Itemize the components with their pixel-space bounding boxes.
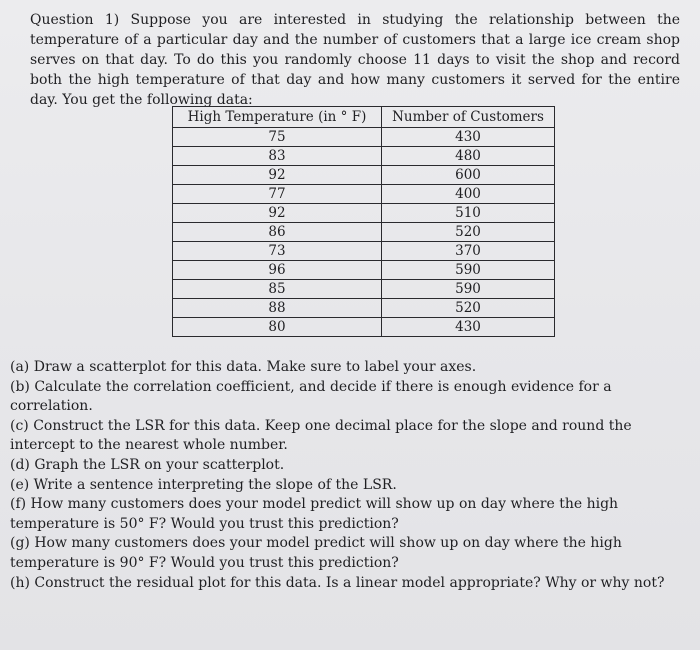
- question-part-a: (a) Draw a scatterplot for this data. Make sure to label your axes.: [10, 359, 477, 375]
- temperature-cell: 96: [173, 261, 382, 280]
- question-list: [10, 358, 690, 593]
- question-part-h: (h) Construct the residual plot for this data. Is a linear model appropriate? Why or why not?: [10, 574, 665, 591]
- customers-cell: 600: [382, 166, 555, 185]
- table-row: [173, 185, 555, 204]
- temperature-cell: 92: [173, 204, 382, 223]
- table-row: [173, 242, 555, 261]
- temperature-cell: 77: [173, 185, 382, 204]
- table-row: [173, 280, 555, 299]
- customers-cell: 430: [382, 318, 555, 337]
- table-row: [173, 147, 555, 166]
- table-row: [173, 223, 555, 242]
- customers-cell: 590: [382, 280, 555, 299]
- temperature-cell: 85: [173, 280, 382, 299]
- customers-cell: 590: [382, 261, 555, 280]
- temperature-cell: 80: [173, 318, 382, 337]
- header-number-of-customers: Number of Customers: [382, 107, 555, 128]
- temperature-cell: 75: [173, 128, 382, 147]
- question-intro: Question 1) Suppose you are interested in studying the relationship between the temperature of a particular day and the number of customers that a large ice cream shop serves on that day. To do this you randomly choose 11 days to visit the shop and record both the high temperature of that day and how many customers it served for the entire day. You get the following data:: [30, 12, 680, 108]
- question-part-c: (c) Construct the LSR for this data. Keep one decimal place for the slope and round the intercept to the nearest whole number.: [10, 417, 632, 454]
- table-row: [173, 204, 555, 223]
- temperature-cell: 92: [173, 166, 382, 185]
- question-part-e: (e) Write a sentence interpreting the slope of the LSR.: [10, 476, 397, 493]
- customers-cell: 400: [382, 185, 555, 204]
- temperature-cell: 73: [173, 242, 382, 261]
- data-table: [172, 106, 555, 337]
- table-row: [173, 166, 555, 185]
- customers-cell: 520: [382, 223, 555, 242]
- customers-cell: 480: [382, 147, 555, 166]
- table-row: [173, 261, 555, 280]
- temperature-cell: 86: [173, 223, 382, 242]
- customers-cell: 510: [382, 204, 555, 223]
- table-row: [173, 128, 555, 147]
- customers-cell: 370: [382, 242, 555, 261]
- question-part-g: (g) How many customers does your model predict will show up on day where the high temperature is 90° F? Would you trust this prediction?: [10, 535, 622, 571]
- table-row: [173, 318, 555, 337]
- customers-cell: 520: [382, 299, 555, 318]
- temperature-cell: 83: [173, 147, 382, 166]
- temperature-cell: 88: [173, 299, 382, 318]
- table-header-row: [173, 107, 555, 128]
- question-part-b: (b) Calculate the correlation coefficient, and decide if there is enough evidence for a correlation.: [10, 378, 612, 415]
- data-table-container: [172, 106, 555, 337]
- customers-cell: 430: [382, 128, 555, 147]
- table-row: [173, 299, 555, 318]
- question-part-d: (d) Graph the LSR on your scatterplot.: [10, 456, 285, 473]
- question-part-f: (f) How many customers does your model predict will show up on day where the high temperature is 50° F? Would you trust this prediction?: [10, 496, 619, 532]
- header-high-temperature: High Temperature (in ° F): [173, 107, 382, 128]
